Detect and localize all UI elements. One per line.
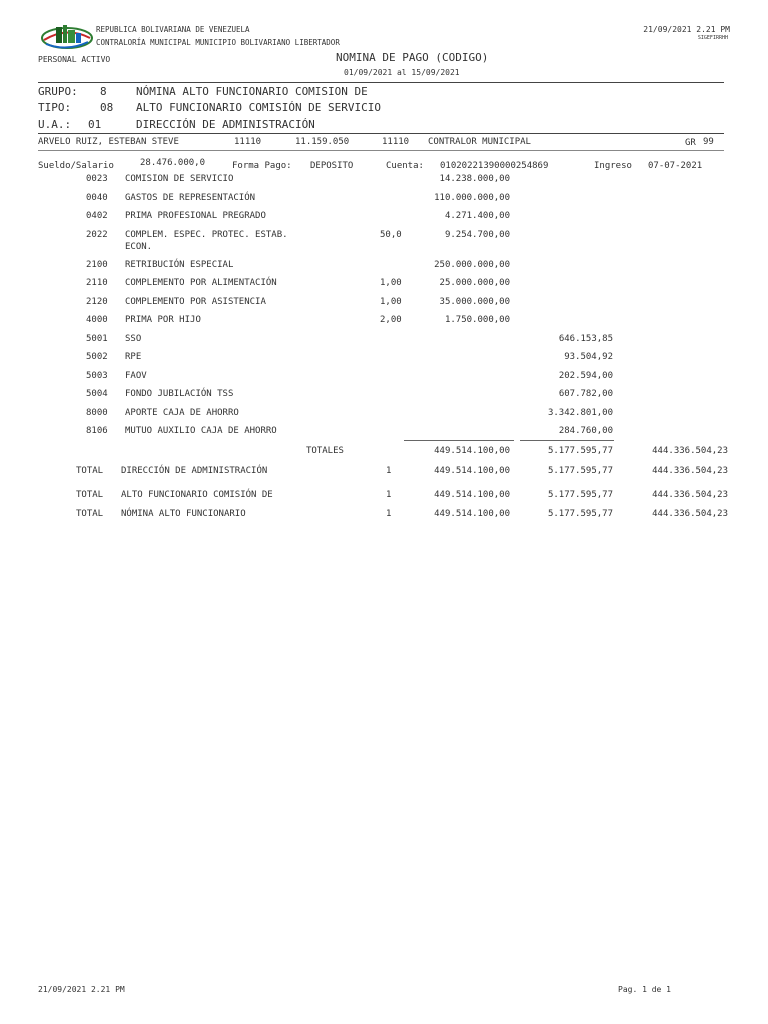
grupo-label: GRUPO:: [38, 85, 78, 98]
employee-name: ARVELO RUIZ, ESTEBAN STEVE: [38, 137, 179, 147]
totales-asig: 449.514.100,00: [434, 446, 510, 456]
tipo-label: TIPO:: [38, 101, 72, 114]
concept-description: SSO: [125, 333, 142, 344]
concept-code: 2022: [86, 229, 108, 240]
totales-label: TOTALES: [306, 446, 344, 456]
concept-deduccion: 607.782,00: [558, 389, 613, 399]
concept-quantity: 1,00: [380, 296, 402, 307]
concept-quantity: 1,00: [380, 278, 402, 288]
report-title: NOMINA DE PAGO (CODIGO): [336, 51, 489, 64]
concept-deduccion: 646.153,85: [558, 333, 613, 344]
report-period: 01/09/2021 al 15/09/2021: [344, 68, 460, 77]
concept-description: COMPLEMENTO POR ASISTENCIA: [125, 296, 266, 307]
total-description: NÓMINA ALTO FUNCIONARIO: [121, 509, 246, 519]
total-description: DIRECCIÓN DE ADMINISTRACIÓN: [121, 466, 268, 476]
concept-asignacion: 9.254.700,00: [444, 229, 510, 240]
ded-sum-line: [520, 440, 614, 441]
total-label: TOTAL: [76, 466, 104, 476]
concept-deduccion: 284.760,00: [558, 426, 613, 436]
page-number: Pag. 1 de 1: [618, 985, 671, 994]
concept-description: MUTUO AUXILIO CAJA DE AHORRO: [125, 426, 277, 436]
concept-asignacion: 250.000.000,00: [434, 259, 510, 270]
concept-description: PRIMA POR HIJO: [125, 315, 201, 325]
employee-position: CONTRALOR MUNICIPAL: [428, 137, 531, 147]
concept-code: 0402: [86, 211, 108, 221]
concept-description: COMISION DE SERVICIO: [125, 174, 234, 184]
concept-description: RPE: [125, 352, 142, 362]
concept-description: FONDO JUBILACIÓN TSS: [125, 389, 234, 399]
concept-code: 5003: [86, 370, 108, 381]
total-asignacion: 449.514.100,00: [434, 509, 510, 519]
concept-code: 8000: [86, 407, 108, 418]
concept-code: 0023: [86, 174, 108, 184]
total-count: 1: [386, 490, 392, 500]
total-deduccion: 5.177.595,77: [547, 490, 613, 500]
total-description: ALTO FUNCIONARIO COMISIÓN DE: [121, 490, 273, 500]
concept-asignacion: 4.271.400,00: [444, 211, 510, 221]
concept-asignacion: 1.750.000,00: [444, 315, 510, 325]
ingress-label: Ingreso: [594, 161, 632, 171]
header-divider: [38, 82, 724, 83]
concept-code: 5002: [86, 352, 108, 362]
total-count: 1: [386, 509, 392, 519]
concept-code: 2100: [86, 259, 108, 270]
concept-asignacion: 14.238.000,00: [439, 174, 510, 184]
concept-asignacion: 35.000.000,00: [439, 296, 510, 307]
concept-description: FAOV: [125, 370, 147, 381]
total-net: 444.336.504,23: [652, 509, 728, 519]
concept-quantity: 50,0: [380, 229, 402, 240]
concept-code: 2120: [86, 296, 108, 307]
tipo-name: ALTO FUNCIONARIO COMISIÓN DE SERVICIO: [136, 101, 382, 114]
account-number: 01020221390000254869: [440, 161, 549, 171]
concept-deduccion: 3.342.801,00: [547, 407, 613, 418]
pay-method-label: Forma Pago:: [232, 161, 292, 171]
concept-code: 4000: [86, 315, 108, 325]
total-count: 1: [386, 466, 392, 476]
concept-code: 8106: [86, 426, 108, 436]
totales-net: 444.336.504,23: [652, 446, 728, 456]
ua-name: DIRECCIÓN DE ADMINISTRACIÓN: [136, 118, 315, 131]
concept-description: COMPLEMENTO POR ALIMENTACIÓN: [125, 278, 277, 288]
ingress-date: 07-07-2021: [648, 161, 703, 171]
total-net: 444.336.504,23: [652, 466, 728, 476]
grade-value: 99: [703, 137, 714, 147]
salary-label: Sueldo/Salario: [38, 161, 114, 171]
concept-asignacion: 25.000.000,00: [439, 278, 510, 288]
tipo-code: 08: [100, 101, 114, 114]
total-label: TOTAL: [76, 509, 104, 519]
concept-quantity: 2,00: [380, 315, 402, 325]
concept-description: APORTE CAJA DE AHORRO: [125, 407, 239, 418]
pay-method: DEPOSITO: [310, 161, 354, 171]
total-deduccion: 5.177.595,77: [547, 466, 613, 476]
concept-code: 2110: [86, 278, 108, 288]
concept-description: RETRIBUCIÓN ESPECIAL: [125, 259, 234, 270]
asig-sum-line: [404, 440, 514, 441]
institution-name: CONTRALORÍA MUNICIPAL MUNICIPIO BOLIVARIANO LIBERTADOR: [96, 38, 340, 47]
footer-datetime: 21/09/2021 2.21 PM: [38, 985, 125, 994]
concept-description-cont: ECON.: [125, 241, 153, 252]
group-divider: [38, 133, 724, 134]
personal-status: PERSONAL ACTIVO: [38, 55, 111, 64]
concept-description: PRIMA PROFESIONAL PREGRADO: [125, 211, 266, 221]
employee-code1: 11110: [234, 137, 262, 147]
employee-code2: 11110: [382, 137, 410, 147]
concept-code: 5001: [86, 333, 108, 344]
total-asignacion: 449.514.100,00: [434, 466, 510, 476]
grupo-code: 8: [100, 85, 107, 98]
concept-deduccion: 93.504,92: [564, 352, 613, 362]
concept-deduccion: 202.594,00: [558, 370, 613, 381]
concept-code: 0040: [86, 192, 108, 203]
salary-value: 28.476.000,0: [140, 158, 206, 168]
ua-code: 01: [88, 118, 102, 131]
employee-divider: [38, 150, 724, 151]
concept-code: 5004: [86, 389, 108, 399]
employee-id: 11.159.050: [295, 137, 350, 147]
grupo-name: NÓMINA ALTO FUNCIONARIO COMISION DE: [136, 85, 368, 98]
concept-description: COMPLEM. ESPEC. PROTEC. ESTAB.: [125, 229, 288, 240]
concept-description: GASTOS DE REPRESENTACIÓN: [125, 192, 256, 203]
grade-label: GR: [685, 138, 696, 148]
total-label: TOTAL: [76, 490, 104, 500]
ua-label: U.A.:: [38, 118, 72, 131]
total-deduccion: 5.177.595,77: [547, 509, 613, 519]
system-code: SIGEFIRRHH: [697, 35, 728, 41]
totales-ded: 5.177.595,77: [547, 446, 613, 456]
total-net: 444.336.504,23: [652, 490, 728, 500]
report-datetime: 21/09/2021 2.21 PM: [643, 25, 730, 34]
total-asignacion: 449.514.100,00: [434, 490, 510, 500]
account-label: Cuenta:: [386, 161, 424, 171]
institution-logo: [40, 22, 94, 50]
country-name: REPUBLICA BOLIVARIANA DE VENEZUELA: [96, 25, 250, 34]
concept-asignacion: 110.000.000,00: [434, 192, 510, 203]
